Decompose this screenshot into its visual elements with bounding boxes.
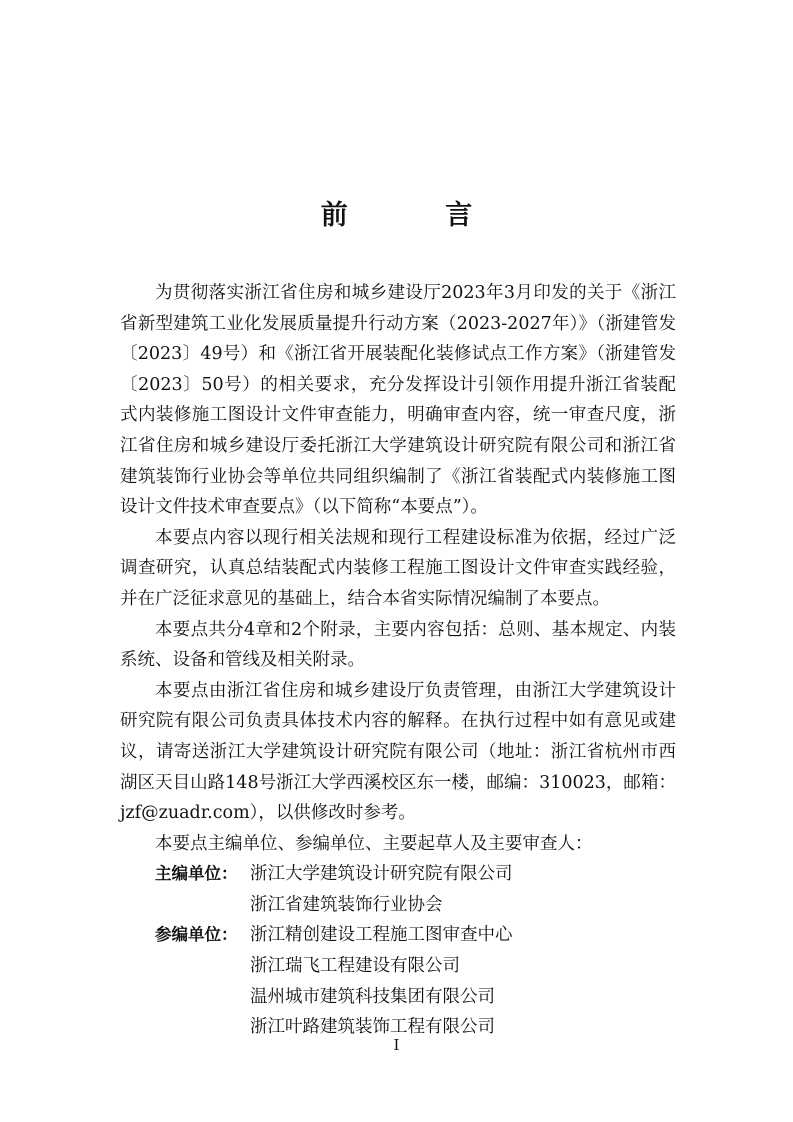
paragraph-units-intro: 本要点主编单位、参编单位、主要起草人及主要审查人： [155,833,593,854]
chief-unit-item: 浙江省建筑装饰行业协会 [250,894,443,915]
participating-units-row [120,920,676,1042]
chief-units-row [120,859,676,920]
paragraph-basis: 本要点内容以现行相关法规和现行工程建设标准为依据，经过广泛调查研究，认真总结装配式内装修工程施工图设计文件审查实践经验，并在广泛征求意见的基础上，结合本省实际情况编制了本要点。 [120,527,676,609]
chief-unit-item: 浙江大学建筑设计研究院有限公司 [250,864,513,885]
paragraph-management: 本要点由浙江省住房和城乡建设厅负责管理，由浙江大学建筑设计研究院有限公司负责具体技术内容的解释。在执行过程中如有意见或建议，请寄送浙江大学建筑设计研究院有限公司（地址：浙江省杭州市西湖区天目山路148号浙江大学西溪校区东一楼，邮编：310023，邮箱：jzf@zuadr.com），以供修改时参考。 [120,680,676,824]
participating-unit-item: 浙江瑞飞工程建设有限公司 [250,956,460,977]
participating-unit-item: 浙江叶路建筑装饰工程有限公司 [250,1017,495,1038]
chief-units-label: 主编单位： [155,864,238,884]
page-number: I [393,1036,400,1054]
paragraph-purpose: 为贯彻落实浙江省住房和城乡建设厅2023年3月印发的关于《浙江省新型建筑工业化发展质量提升行动方案（2023-2027年）》（浙建管发〔2023〕49号）和《浙江省开展装配化装修试点工作方案》（浙建管发〔2023〕50号）的相关要求，充分发挥设计引领作用提升浙江省装配式内装修施工图设计文件审查能力，明确审查内容，统一审查尺度，浙江省住房和城乡建设厅委托浙江大学建筑设计研究院有限公司和浙江省建筑装饰行业协会等单位共同组织编制了《浙江省装配式内装修施工图设计文件技术审查要点》（以下简称“本要点”）。 [120,283,676,518]
chief-units-list [250,859,513,920]
paragraph-contents: 本要点共分4章和2个附录，主要内容包括：总则、基本规定、内装系统、设备和管线及相关附录。 [120,619,676,671]
page-title: 前 言 [320,200,517,231]
participating-unit-item: 浙江精创建设工程施工图审查中心 [250,925,513,946]
document-body [120,278,676,1043]
participating-units-list [250,920,513,1042]
participating-unit-item: 温州城市建筑科技集团有限公司 [250,986,495,1007]
participating-units-label: 参编单位： [155,925,238,945]
